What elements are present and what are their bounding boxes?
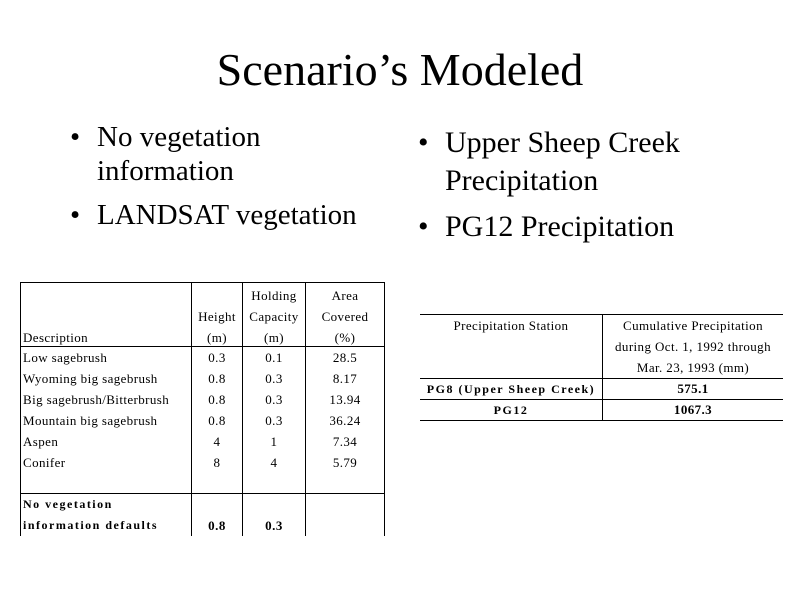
- bullet-dot-icon: •: [70, 121, 81, 153]
- header-cumulative-line2: during Oct. 1, 1992 through: [615, 339, 771, 354]
- table-cell: Mountain big sagebrush: [21, 410, 192, 431]
- table-cell: 0.1: [243, 347, 306, 369]
- table-header-row: [21, 325, 385, 347]
- header-cell: [21, 283, 192, 305]
- table-cell: 8.17: [306, 368, 385, 389]
- header-cumulative: [603, 315, 784, 379]
- table-cell: 28.5: [306, 347, 385, 369]
- vegetation-table: [20, 282, 385, 536]
- slide-title: Scenario’s Modeled: [216, 44, 584, 95]
- right-bullet-list: [418, 124, 758, 246]
- table-row: [420, 379, 783, 400]
- header-cell: Area: [306, 283, 385, 305]
- bullet-text: PG12 Precipitation: [445, 210, 675, 243]
- header-cell: Holding: [243, 283, 306, 305]
- bullet-item: [70, 198, 400, 232]
- table-spacer-row: [21, 473, 385, 494]
- defaults-label-line2: information defaults: [21, 515, 192, 536]
- table-header-row: [420, 315, 783, 379]
- table-cell: 0.3: [243, 368, 306, 389]
- header-cell: Description: [21, 325, 192, 347]
- table-cell: 4: [243, 452, 306, 473]
- table-cell: PG8 (Upper Sheep Creek): [420, 379, 603, 400]
- header-cell: Height: [192, 304, 243, 325]
- header-cell: Capacity: [243, 304, 306, 325]
- defaults-capacity: 0.3: [243, 515, 306, 536]
- bullet-item: [418, 124, 758, 200]
- table-cell: 0.3: [192, 347, 243, 369]
- table-cell: 13.94: [306, 389, 385, 410]
- bullet-dot-icon: •: [70, 199, 81, 231]
- table-row: [21, 431, 385, 452]
- bullet-item: [70, 120, 400, 188]
- table-cell: Low sagebrush: [21, 347, 192, 369]
- defaults-row: [21, 494, 385, 516]
- table-cell: 7.34: [306, 431, 385, 452]
- bullet-text: Upper Sheep Creek Precipitation: [445, 126, 680, 197]
- table-cell: 0.8: [192, 389, 243, 410]
- header-cell: Covered: [306, 304, 385, 325]
- table-cell: PG12: [420, 400, 603, 421]
- table-cell: 575.1: [603, 379, 784, 400]
- table-cell: Conifer: [21, 452, 192, 473]
- table-row: [21, 389, 385, 410]
- table-cell: Wyoming big sagebrush: [21, 368, 192, 389]
- header-station: Precipitation Station: [420, 315, 603, 379]
- table-header-row: [21, 304, 385, 325]
- bullet-text: LANDSAT vegetation: [97, 199, 357, 231]
- table-cell: 0.3: [243, 389, 306, 410]
- defaults-label-line1: No vegetation: [21, 494, 192, 516]
- table-row: [21, 347, 385, 369]
- header-cell: [192, 283, 243, 305]
- table-cell: 0.3: [243, 410, 306, 431]
- table-cell: 1: [243, 431, 306, 452]
- table-row: [21, 452, 385, 473]
- header-cell: (m): [192, 325, 243, 347]
- table-cell: Big sagebrush/Bitterbrush: [21, 389, 192, 410]
- bullet-dot-icon: •: [418, 210, 429, 243]
- header-cumulative-line1: Cumulative Precipitation: [623, 318, 763, 333]
- header-cumulative-line3: Mar. 23, 1993 (mm): [636, 360, 750, 375]
- header-cell: (%): [306, 325, 385, 347]
- table-cell: 0.8: [192, 368, 243, 389]
- defaults-row: [21, 515, 385, 536]
- table-row: [21, 410, 385, 431]
- table-row: [21, 368, 385, 389]
- table-row: [420, 400, 783, 421]
- bullet-dot-icon: •: [418, 126, 429, 159]
- table-cell: 1067.3: [603, 400, 784, 421]
- precipitation-table: [420, 314, 783, 421]
- left-bullet-list: [70, 120, 400, 232]
- table-cell: 0.8: [192, 410, 243, 431]
- defaults-height: 0.8: [192, 515, 243, 536]
- header-cell: [21, 304, 192, 325]
- table-cell: 36.24: [306, 410, 385, 431]
- table-cell: 8: [192, 452, 243, 473]
- bullet-text: No vegetation information: [97, 121, 261, 187]
- header-cell: (m): [243, 325, 306, 347]
- table-cell: Aspen: [21, 431, 192, 452]
- table-cell: 4: [192, 431, 243, 452]
- table-header-row: [21, 283, 385, 305]
- defaults-area: [306, 515, 385, 536]
- table-cell: 5.79: [306, 452, 385, 473]
- bullet-item: [418, 208, 758, 246]
